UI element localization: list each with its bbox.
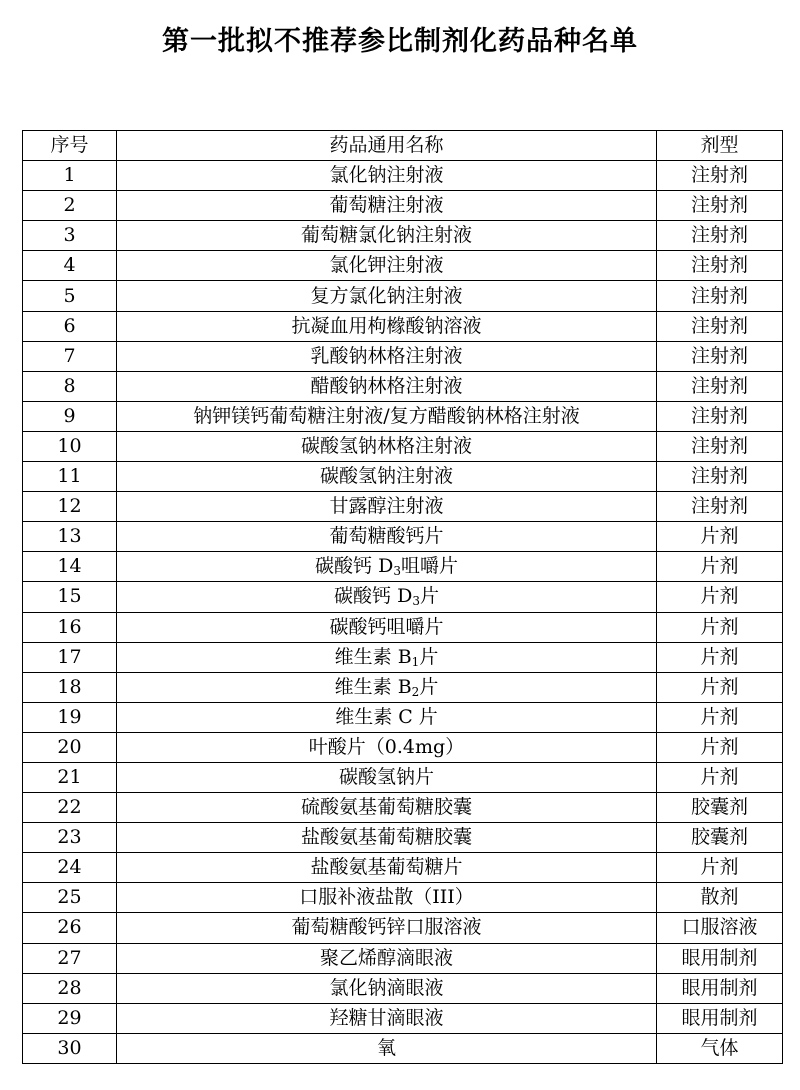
drug-name: 复方氯化钠注射液 — [117, 281, 657, 311]
table-row — [23, 341, 783, 371]
dosage-form: 眼用制剂 — [657, 1003, 783, 1033]
row-number: 29 — [23, 1003, 117, 1033]
subscript-number: 3 — [393, 564, 401, 579]
dosage-form: 注射剂 — [657, 311, 783, 341]
dosage-form: 注射剂 — [657, 221, 783, 251]
dosage-form: 片剂 — [657, 612, 783, 642]
drug-name: 氧 — [117, 1033, 657, 1063]
drug-name: 碳酸氢钠注射液 — [117, 462, 657, 492]
row-number: 15 — [23, 582, 117, 612]
dosage-form: 眼用制剂 — [657, 973, 783, 1003]
drug-name: 葡萄糖酸钙锌口服溶液 — [117, 913, 657, 943]
row-number: 21 — [23, 762, 117, 792]
drug-name: 甘露醇注射液 — [117, 492, 657, 522]
dosage-form: 散剂 — [657, 883, 783, 913]
drug-name — [117, 642, 657, 672]
dosage-form: 片剂 — [657, 762, 783, 792]
row-number: 5 — [23, 281, 117, 311]
dosage-form: 片剂 — [657, 702, 783, 732]
row-number: 22 — [23, 793, 117, 823]
row-number: 25 — [23, 883, 117, 913]
table-row — [23, 221, 783, 251]
dosage-form: 气体 — [657, 1033, 783, 1063]
dosage-form: 注射剂 — [657, 492, 783, 522]
row-number: 12 — [23, 492, 117, 522]
table-row — [23, 492, 783, 522]
row-number: 2 — [23, 191, 117, 221]
dosage-form: 胶囊剂 — [657, 793, 783, 823]
drug-name: 羟糖甘滴眼液 — [117, 1003, 657, 1033]
table-row — [23, 281, 783, 311]
table-row — [23, 522, 783, 552]
drug-name: 葡萄糖注射液 — [117, 191, 657, 221]
drug-name: 氯化钠注射液 — [117, 161, 657, 191]
row-number: 27 — [23, 943, 117, 973]
table-row — [23, 672, 783, 702]
row-number: 13 — [23, 522, 117, 552]
dosage-form: 口服溶液 — [657, 913, 783, 943]
row-number: 17 — [23, 642, 117, 672]
row-number: 8 — [23, 371, 117, 401]
drug-name — [117, 582, 657, 612]
table-row — [23, 582, 783, 612]
table-row — [23, 191, 783, 221]
drug-name: 盐酸氨基葡萄糖胶囊 — [117, 823, 657, 853]
row-number: 6 — [23, 311, 117, 341]
table-row — [23, 552, 783, 582]
subscript-number: 3 — [412, 594, 420, 609]
dosage-form: 片剂 — [657, 732, 783, 762]
row-number: 16 — [23, 612, 117, 642]
table-row — [23, 793, 783, 823]
row-number: 10 — [23, 431, 117, 461]
table-row — [23, 702, 783, 732]
drug-list-table — [22, 130, 783, 1064]
header-serial-number: 序号 — [23, 131, 117, 161]
table-row — [23, 371, 783, 401]
row-number: 26 — [23, 913, 117, 943]
row-number: 20 — [23, 732, 117, 762]
row-number: 19 — [23, 702, 117, 732]
drug-name: 碳酸氢钠林格注射液 — [117, 431, 657, 461]
table-row — [23, 1003, 783, 1033]
drug-name: 葡萄糖氯化钠注射液 — [117, 221, 657, 251]
dosage-form: 注射剂 — [657, 191, 783, 221]
row-number: 7 — [23, 341, 117, 371]
dosage-form: 注射剂 — [657, 462, 783, 492]
drug-name — [117, 552, 657, 582]
drug-name-main: 碳酸钙 D — [334, 585, 413, 608]
row-number: 4 — [23, 251, 117, 281]
dosage-form: 片剂 — [657, 672, 783, 702]
drug-name: 钠钾镁钙葡萄糖注射液/复方醋酸钠林格注射液 — [117, 401, 657, 431]
table-header-row — [23, 131, 783, 161]
row-number: 23 — [23, 823, 117, 853]
dosage-form: 片剂 — [657, 642, 783, 672]
dosage-form: 注射剂 — [657, 251, 783, 281]
drug-name-suffix: 片 — [419, 585, 439, 608]
table-row — [23, 401, 783, 431]
drug-name: 硫酸氨基葡萄糖胶囊 — [117, 793, 657, 823]
table-row — [23, 612, 783, 642]
drug-name: 口服补液盐散（III） — [117, 883, 657, 913]
drug-name — [117, 672, 657, 702]
page-title: 第一批拟不推荐参比制剂化药品种名单 — [162, 26, 638, 57]
table-row — [23, 311, 783, 341]
row-number: 9 — [23, 401, 117, 431]
row-number: 24 — [23, 853, 117, 883]
drug-name: 葡萄糖酸钙片 — [117, 522, 657, 552]
drug-name-suffix: 片 — [419, 645, 439, 668]
drug-name-suffix: 咀嚼片 — [400, 555, 458, 578]
table-row — [23, 431, 783, 461]
drug-name: 氯化钠滴眼液 — [117, 973, 657, 1003]
dosage-form: 片剂 — [657, 552, 783, 582]
table-row — [23, 762, 783, 792]
drug-name-main: 碳酸钙 D — [315, 555, 394, 578]
drug-name: 盐酸氨基葡萄糖片 — [117, 853, 657, 883]
table-row — [23, 462, 783, 492]
drug-name: 聚乙烯醇滴眼液 — [117, 943, 657, 973]
dosage-form: 注射剂 — [657, 431, 783, 461]
dosage-form: 片剂 — [657, 582, 783, 612]
subscript-number: 1 — [411, 654, 420, 669]
drug-name: 抗凝血用枸橼酸钠溶液 — [117, 311, 657, 341]
subscript-number: 2 — [411, 684, 420, 699]
dosage-form: 注射剂 — [657, 281, 783, 311]
drug-name: 叶酸片（0.4mg） — [117, 732, 657, 762]
dosage-form: 注射剂 — [657, 161, 783, 191]
row-number: 11 — [23, 462, 117, 492]
dosage-form: 胶囊剂 — [657, 823, 783, 853]
dosage-form: 片剂 — [657, 522, 783, 552]
dosage-form: 片剂 — [657, 853, 783, 883]
table-row — [23, 642, 783, 672]
row-number: 18 — [23, 672, 117, 702]
header-dosage-form: 剂型 — [657, 131, 783, 161]
drug-name: 维生素 C 片 — [117, 702, 657, 732]
row-number: 3 — [23, 221, 117, 251]
drug-name-main: 维生素 B — [334, 645, 412, 668]
table-row — [23, 883, 783, 913]
dosage-form: 眼用制剂 — [657, 943, 783, 973]
drug-name-main: 维生素 B — [334, 675, 412, 698]
table-row — [23, 973, 783, 1003]
table-row — [23, 943, 783, 973]
drug-name-suffix: 片 — [419, 675, 439, 698]
header-drug-name: 药品通用名称 — [117, 131, 657, 161]
row-number: 1 — [23, 161, 117, 191]
table-row — [23, 1033, 783, 1063]
drug-name: 氯化钾注射液 — [117, 251, 657, 281]
dosage-form: 注射剂 — [657, 341, 783, 371]
drug-name: 乳酸钠林格注射液 — [117, 341, 657, 371]
dosage-form: 注射剂 — [657, 401, 783, 431]
row-number: 30 — [23, 1033, 117, 1063]
table-body — [23, 161, 783, 1064]
table-row — [23, 251, 783, 281]
dosage-form: 注射剂 — [657, 371, 783, 401]
table-row — [23, 913, 783, 943]
drug-name: 醋酸钠林格注射液 — [117, 371, 657, 401]
table-row — [23, 853, 783, 883]
table-row — [23, 161, 783, 191]
drug-name: 碳酸氢钠片 — [117, 762, 657, 792]
table-row — [23, 823, 783, 853]
row-number: 28 — [23, 973, 117, 1003]
row-number: 14 — [23, 552, 117, 582]
table-row — [23, 732, 783, 762]
drug-name: 碳酸钙咀嚼片 — [117, 612, 657, 642]
